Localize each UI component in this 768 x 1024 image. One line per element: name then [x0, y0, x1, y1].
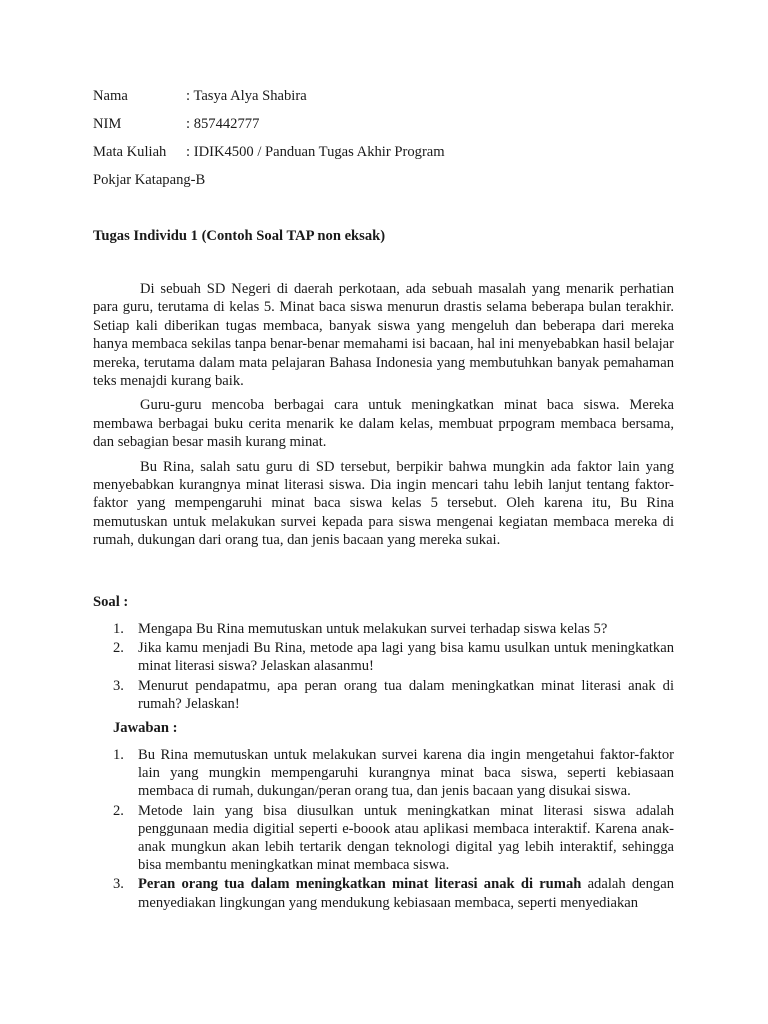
- jawaban-item: [113, 802, 674, 875]
- jawaban-text: Bu Rina memutuskan untuk melakukan survei karena dia ingin mengetahui faktor-faktor lain yang mungkin mempengaruhi kurangnya minat baca siswa, seperti kebiasaan membaca di rumah, dukungan/peran orang tua, dan jenis bacaan yang disukai siswa.: [138, 747, 674, 800]
- document-title: Tugas Individu 1 (Contoh Soal TAP non eksak): [93, 228, 386, 244]
- paragraph-1: Di sebuah SD Negeri di daerah perkotaan, ada sebuah masalah yang menarik perhatian para guru, terutama di kelas 5. Minat baca siswa menurun drastis selama beberapa bulan terakhir. Setiap kali diberikan tugas membaca, banyak siswa yang mengeluh dan beberapa dari mereka hanya membaca sekilas tanpa benar-benar memahami isi bacaan, hal ini menyebabkan hasil belajar mereka, terutama dalam mata pelajaran Bahasa Indonesia yang membutuhkan banyak pemahaman teks menajdi kurang baik.: [93, 281, 674, 390]
- soal-item: [113, 677, 674, 713]
- jawaban-list: [113, 746, 674, 913]
- soal-text: Jika kamu menjadi Bu Rina, metode apa lagi yang bisa kamu usulkan untuk meningkatkan minat literasi siswa? Jelaskan alasanmu!: [138, 640, 674, 675]
- paragraph-3: Bu Rina, salah satu guru di SD tersebut, berpikir bahwa mungkin ada faktor lain yang menyebabkan kurangnya minat literasi siswa. Dia ingin mencari tahu lebih lanjut tentang faktor-faktor yang mempengaruhi minat baca siswa kelas 5 tersebut. Oleh karena itu, Bu Rina memutuskan untuk melakukan survei kepada para siswa mengenai kegiatan membaca mereka di rumah, dukungan dari orang tua, dan jenis bacaan yang mereka sukai.: [93, 458, 674, 549]
- matkul-row: [93, 144, 445, 161]
- pokjar: Pokjar Katapang-B: [93, 172, 206, 188]
- paragraph-2: Guru-guru mencoba berbagai cara untuk meningkatkan minat baca siswa. Mereka membawa berbagai buku cerita menarik ke dalam kelas, membuat prpogram membaca bersama, dan sebagian besar masih kurang minat.: [93, 397, 674, 451]
- jawaban-heading: Jawaban :: [113, 720, 178, 736]
- soal-item: [113, 620, 674, 638]
- soal-item: [113, 639, 674, 675]
- jawaban-item: [113, 875, 674, 911]
- jawaban-item: [113, 746, 674, 801]
- soal-number: 3.: [113, 677, 124, 694]
- soal-text: Mengapa Bu Rina memutuskan untuk melakukan survei terhadap siswa kelas 5?: [138, 621, 608, 637]
- matkul-value: : IDIK4500 / Panduan Tugas Akhir Program: [186, 144, 445, 160]
- jawaban-text: [138, 875, 674, 911]
- soal-number: 2.: [113, 640, 124, 657]
- soal-list: [113, 620, 674, 714]
- matkul-label: Mata Kuliah: [93, 144, 167, 160]
- nim-value: : 857442777: [186, 116, 260, 132]
- jawaban-bold-text: Peran orang tua dalam meningkatkan minat literasi anak di rumah: [138, 876, 582, 893]
- nama-row: [93, 88, 307, 105]
- jawaban-rest-text: adalah dengan menyediakan lingkungan yang mendukung kebiasaan membaca, seperti menyediakan: [138, 876, 674, 911]
- jawaban-number: 1.: [113, 747, 124, 763]
- nama-value: : Tasya Alya Shabira: [186, 88, 307, 104]
- soal-text: Menurut pendapatmu, apa peran orang tua dalam meningkatkan minat literasi anak di rumah? Jelaskan!: [138, 677, 674, 712]
- nama-label: Nama: [93, 88, 128, 104]
- nim-row: [93, 116, 259, 133]
- soal-heading: Soal :: [93, 594, 129, 610]
- case-text: [93, 280, 674, 556]
- nim-label: NIM: [93, 116, 122, 132]
- soal-number: 1.: [113, 621, 124, 637]
- jawaban-text: Metode lain yang bisa diusulkan untuk meningkatkan minat literasi siswa adalah penggunaan media digitial seperti e-boook atau aplikasi membaca interaktif. Karena anak-anak mungkun akan lebih tertarik dengan teknologi digital yag lebih interaktif, sehingga bisa membantu meningkatkan minat membaca siswa.: [138, 802, 674, 874]
- jawaban-number: 2.: [113, 802, 124, 819]
- jawaban-number: 3.: [113, 876, 124, 893]
